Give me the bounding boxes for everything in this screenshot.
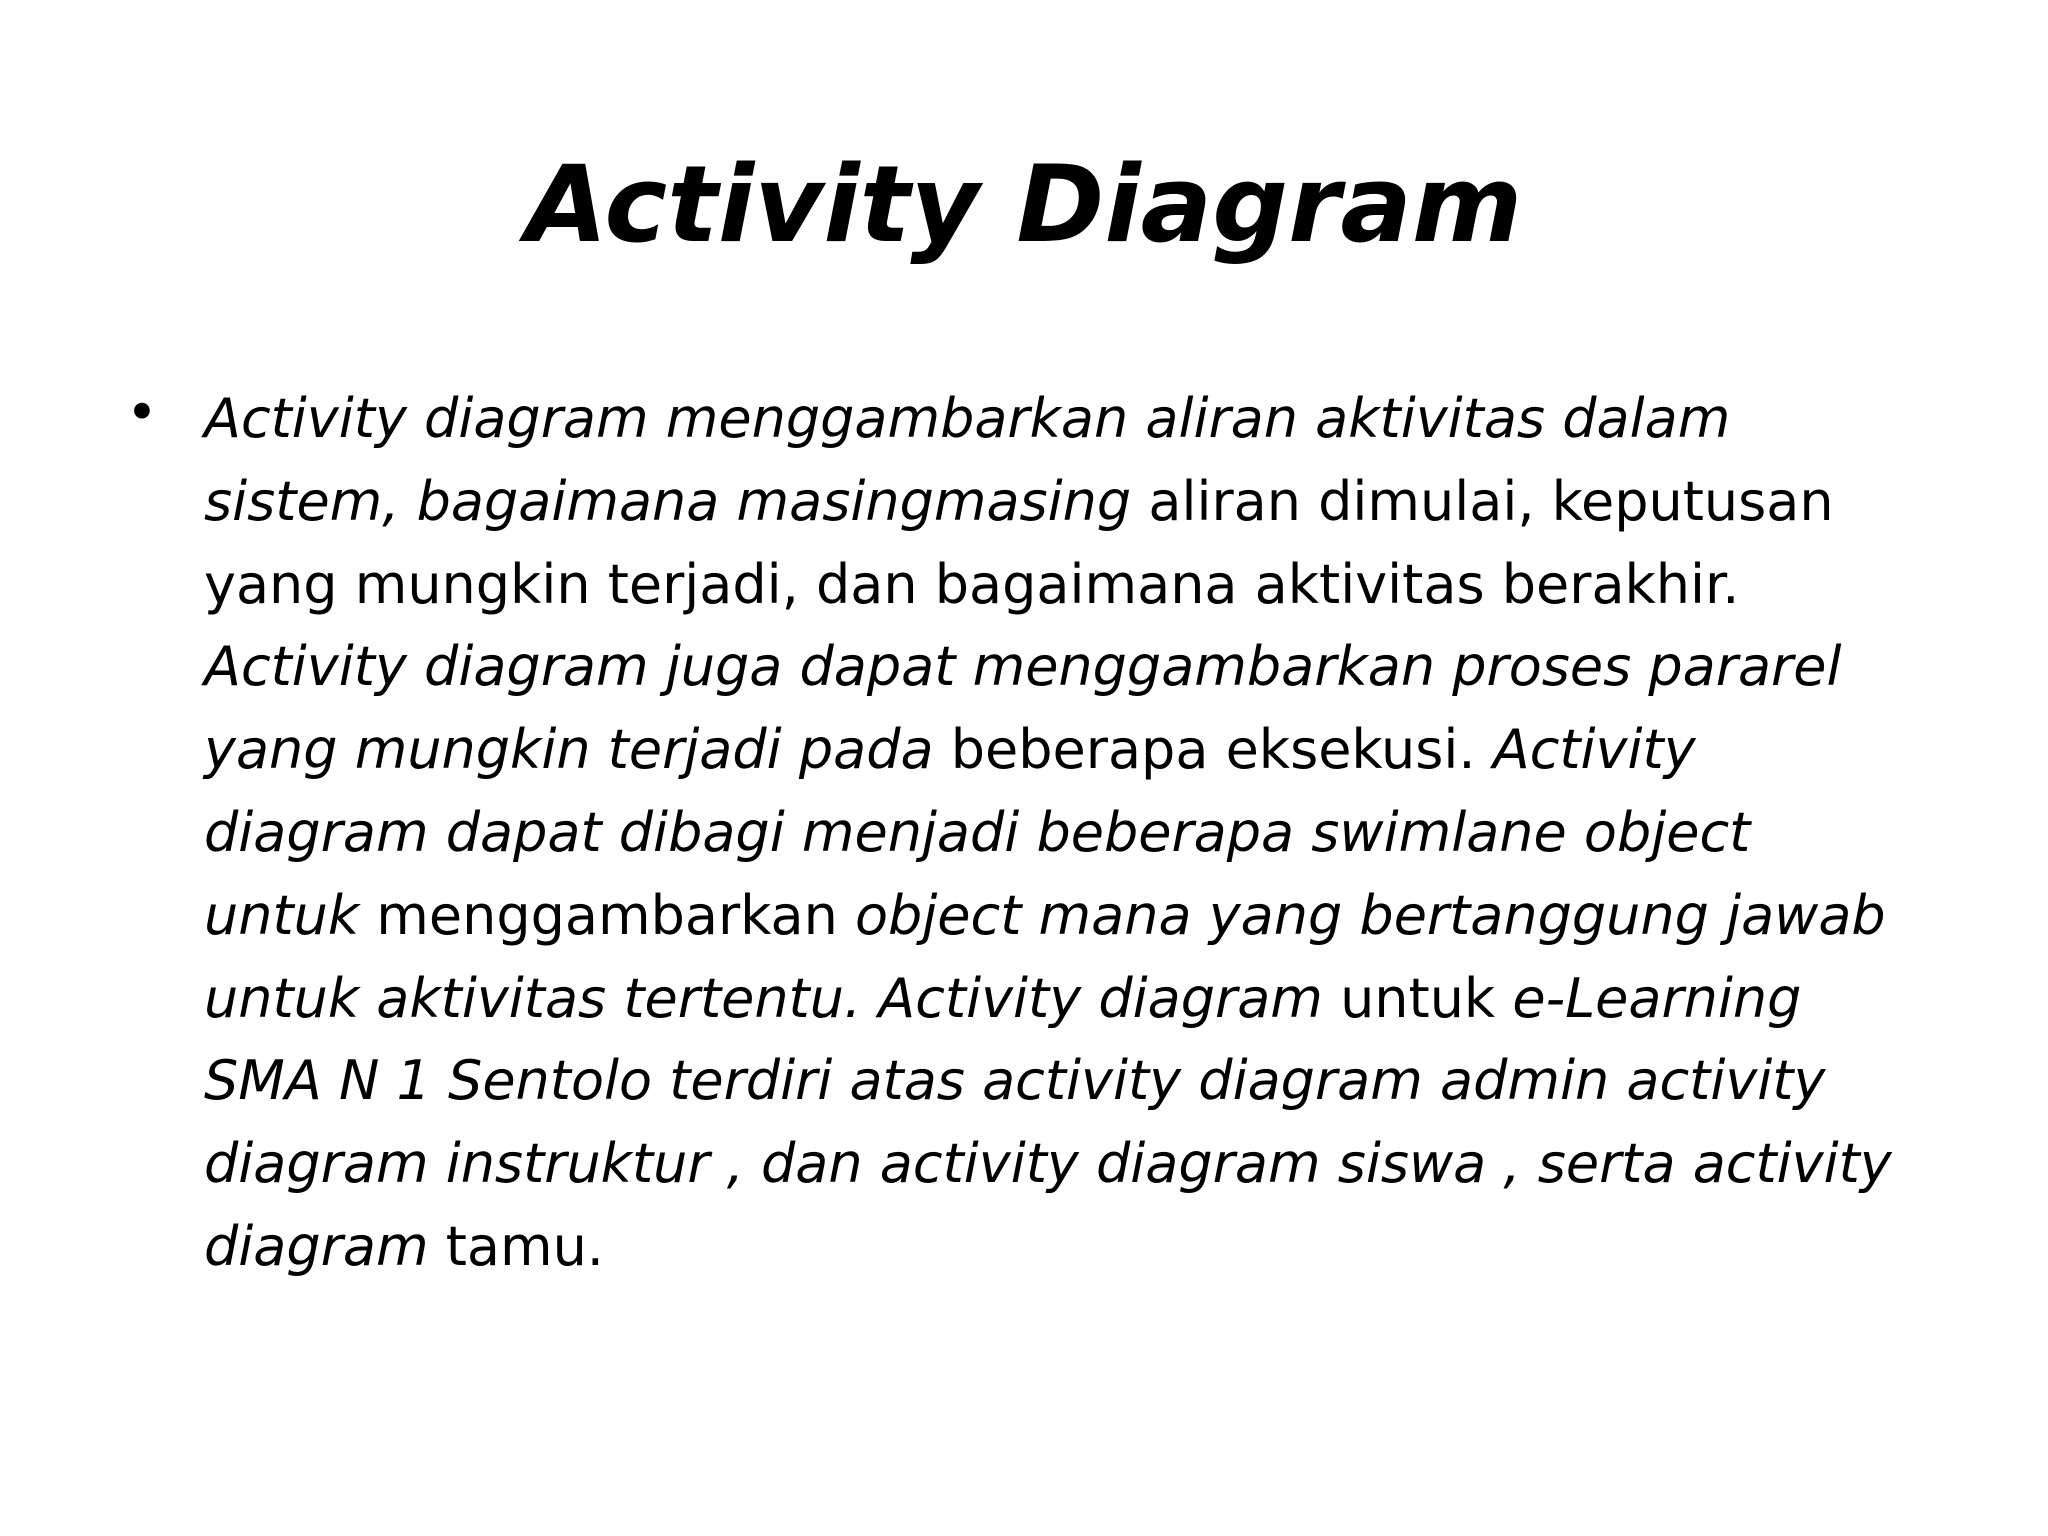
italic-text-run: diagram instruktur , dan activity diagram siswa , serta activity — [204, 1132, 1892, 1196]
body-text-line — [204, 958, 1950, 1041]
body-text-line — [204, 378, 1950, 461]
italic-text-run: diagram dapat dibagi menjadi beberapa swimlane object — [204, 800, 1751, 864]
bullet-item — [120, 378, 1950, 1289]
bullet-list — [120, 378, 1950, 1289]
italic-text-run: e-Learning — [1512, 966, 1802, 1030]
regular-text-run: menggambarkan — [359, 883, 855, 947]
regular-text-run: yang mungkin terjadi, dan bagaimana aktivitas berakhir. — [204, 552, 1740, 616]
body-text-line — [204, 626, 1950, 709]
body-text-line — [204, 1206, 1950, 1289]
regular-text-run: beberapa eksekusi. — [933, 718, 1493, 782]
body-text-line — [204, 1123, 1950, 1206]
regular-text-run: untuk — [1322, 966, 1513, 1030]
italic-text-run: diagram — [204, 1214, 429, 1278]
italic-text-run: object mana yang bertanggung jawab — [854, 883, 1886, 947]
bullet-icon: • — [126, 381, 158, 444]
italic-text-run: Activity diagram menggambarkan aliran aktivitas dalam — [204, 387, 1731, 450]
italic-text-run: SMA N 1 Sentolo terdiri atas activity diagram admin activity — [204, 1049, 1826, 1113]
italic-text-run: sistem, bagaimana masingmasing — [204, 469, 1132, 533]
italic-text-run: Activity diagram juga dapat menggambarkan proses pararel — [204, 635, 1842, 699]
regular-text-run: aliran dimulai, keputusan — [1131, 469, 1834, 533]
italic-text-run: untuk — [204, 883, 360, 947]
body-text-line — [204, 792, 1950, 875]
slide-title: Activity Diagram — [525, 143, 1523, 266]
bullet-text — [204, 378, 1950, 1289]
body-text-line — [204, 1040, 1950, 1123]
italic-text-run: yang mungkin terjadi pada — [204, 718, 934, 782]
regular-text-run: tamu. — [428, 1214, 604, 1278]
body-text-line — [204, 544, 1950, 627]
body-text-line — [204, 461, 1950, 544]
body-text-line — [204, 709, 1950, 792]
body-text-line — [204, 875, 1950, 958]
italic-text-run: Activity — [1492, 718, 1696, 782]
italic-text-run: untuk aktivitas tertentu. Activity diagram — [204, 966, 1323, 1030]
